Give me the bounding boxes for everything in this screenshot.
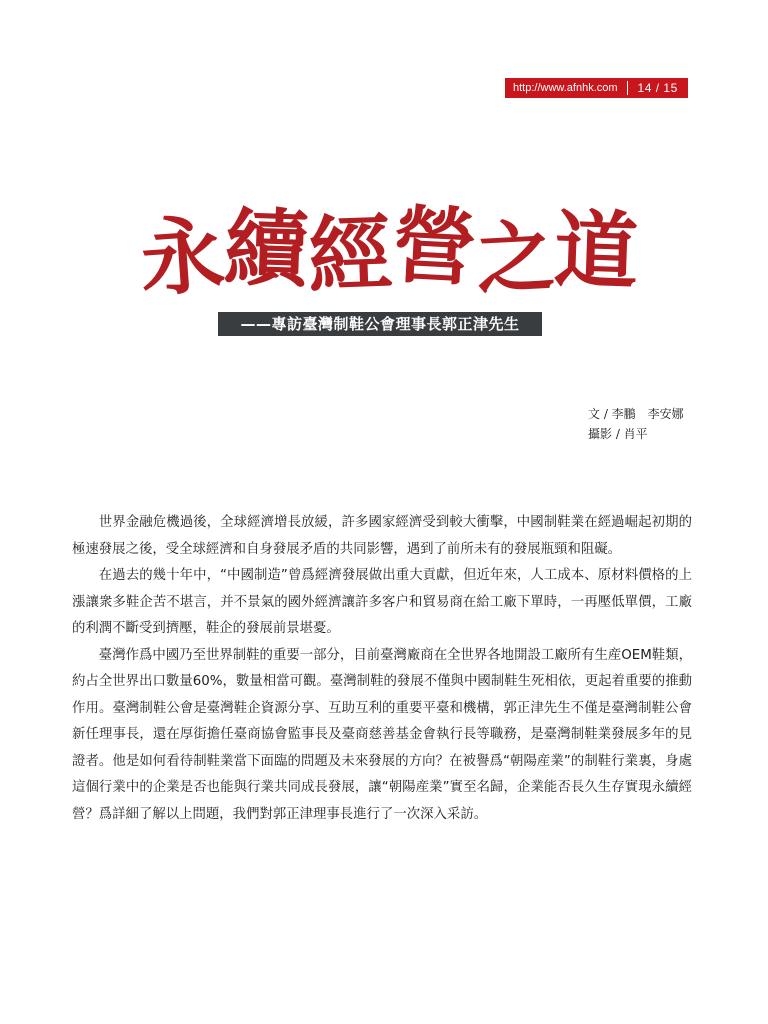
- title-char: 營: [389, 194, 479, 299]
- body-paragraph: 世界金融危機過後，全球經濟增長放緩，許多國家經濟受到較大衝擊，中國制鞋業在經過崛起初期的極速發展之後，受全球經濟和自身發展矛盾的共同影響，遇到了前所未有的發展瓶頸和阻礙。: [72, 515, 692, 557]
- body-paragraph: 在過去的幾十年中，“中國制造”曾爲經濟發展做出重大貢獻，但近年來，人工成本、原材料價格的上漲讓衆多鞋企苦不堪言，并不景氣的國外經濟讓許多客户和貿易商在給工廠下單時，一再壓低單價，工廠的利潤不斷受到擠壓，鞋企的發展前景堪憂。: [72, 568, 692, 636]
- photo-credit: 攝影 / 肖平: [588, 427, 648, 441]
- article-title: [136, 194, 640, 309]
- article-subtitle: ——專訪臺灣制鞋公會理事長郭正津先生: [218, 312, 542, 336]
- title-char: 之: [474, 211, 557, 306]
- page-number: 14 / 15: [637, 81, 678, 95]
- title-char: 經: [306, 203, 394, 306]
- title-char: 續: [222, 197, 310, 300]
- title-char: 永: [136, 204, 228, 309]
- website-link[interactable]: http://www.afnhk.com: [513, 82, 618, 94]
- credits: [588, 404, 684, 444]
- article-body: [72, 510, 692, 828]
- author-credit: 文 / 李鵬 李安娜: [588, 407, 684, 421]
- title-char: 道: [552, 199, 640, 302]
- page-header-bar: [505, 78, 688, 98]
- body-paragraph: 臺灣作爲中國乃至世界制鞋的重要一部分，目前臺灣廠商在全世界各地開設工廠所有生産OEM鞋類，約占全世界出口數量60%，數量相當可觀。臺灣制鞋的發展不僅與中國制鞋生死相依，更起着重要的推動作用。臺灣制鞋公會是臺灣鞋企資源分享、互助互利的重要平臺和機構，郭正津先生不僅是臺灣制鞋公會新任理事長，還在厚街擔任臺商協會監事長及臺商慈善基金會執行長等職務，是臺灣制鞋業發展多年的見證者。他是如何看待制鞋業當下面臨的問題及未來發展的方向？在被譽爲“朝陽産業”的制鞋行業裏，身處這個行業中的企業是否也能與行業共同成長發展，讓“朝陽産業”實至名歸，企業能否長久生存實現永續經營？爲詳細了解以上問題，我們對郭正津理事長進行了一次深入采訪。: [72, 647, 692, 822]
